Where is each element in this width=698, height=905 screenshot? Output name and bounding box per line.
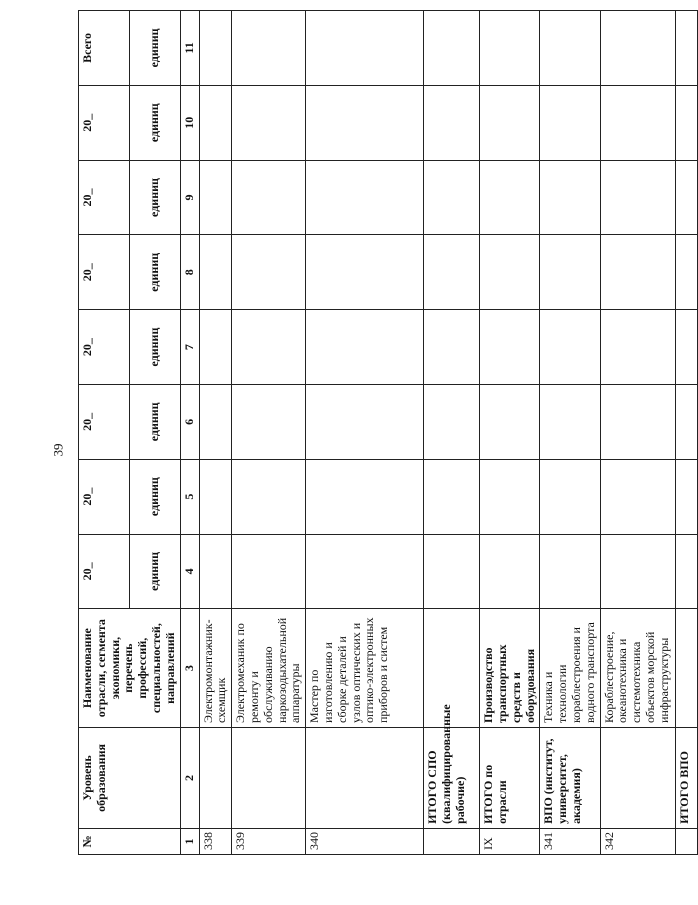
page-number: 39 [50,443,66,457]
row-level [306,728,424,829]
value-cell [675,235,697,310]
row-name: Техника и технологии кораблестроения и водного транспорта [540,609,600,728]
table-row [306,11,424,855]
table-row [424,11,480,855]
value-cell [600,534,675,609]
value-cell [675,85,697,160]
column-number: 3 [180,609,199,728]
value-cell [600,85,675,160]
value-cell [675,160,697,235]
column-number: 4 [180,534,199,609]
value-cell [424,534,480,609]
row-name: Электромонтажник-схемщик [199,609,232,728]
table-row [540,11,600,855]
row-number: 338 [199,828,232,854]
header-unit: единиц [129,534,180,609]
column-number: 6 [180,384,199,459]
column-number: 9 [180,160,199,235]
header-unit: единиц [129,459,180,534]
value-cell [480,459,540,534]
value-cell [480,235,540,310]
column-number: 11 [180,11,199,86]
value-cell [232,310,306,385]
value-cell [306,310,424,385]
header-year: 20_ [79,310,130,385]
value-cell [424,11,480,86]
value-cell [232,459,306,534]
value-cell [600,384,675,459]
column-number: 1 [180,828,199,854]
value-cell [540,310,600,385]
column-number: 8 [180,235,199,310]
value-cell [424,235,480,310]
header-level: Уровень образования [79,728,181,829]
value-cell [480,534,540,609]
value-cell [306,160,424,235]
education-table [78,10,698,855]
column-number: 5 [180,459,199,534]
column-number-row [180,11,199,855]
row-name [675,609,697,728]
value-cell [424,160,480,235]
row-level [232,728,306,829]
value-cell [199,11,232,86]
row-level: ИТОГО ВПО [675,728,697,829]
value-cell [424,384,480,459]
header-year: 20_ [79,534,130,609]
header-total: Всего [79,11,130,86]
table-row [480,11,540,855]
table-row [199,11,232,855]
header-unit: единиц [129,85,180,160]
value-cell [232,534,306,609]
value-cell [675,459,697,534]
row-level [199,728,232,829]
column-number: 2 [180,728,199,829]
value-cell [675,384,697,459]
value-cell [306,534,424,609]
value-cell [540,534,600,609]
value-cell [199,310,232,385]
value-cell [540,459,600,534]
value-cell [306,85,424,160]
row-level: ИТОГО СПО (квалифицированные рабочие) [424,728,480,829]
row-number [675,828,697,854]
row-level: ИТОГО по отрасли [480,728,540,829]
header-name: Наименование отрасли, сегмента экономики, перечень профессий, специальностей, направлений [79,609,181,728]
header-year: 20_ [79,235,130,310]
header-unit: единиц [129,11,180,86]
row-number: IX [480,828,540,854]
value-cell [540,160,600,235]
header-year: 20_ [79,160,130,235]
value-cell [306,11,424,86]
row-level [600,728,675,829]
value-cell [675,534,697,609]
header-unit: единиц [129,384,180,459]
header-year: 20_ [79,459,130,534]
row-name: Кораблестроение, океанотехника и системотехника объектов морской инфраструктуры [600,609,675,728]
table-row [600,11,675,855]
value-cell [675,11,697,86]
row-number: 339 [232,828,306,854]
value-cell [540,235,600,310]
row-number: 340 [306,828,424,854]
column-number: 10 [180,85,199,160]
table-container [78,10,691,855]
value-cell [424,459,480,534]
header-year: 20_ [79,384,130,459]
row-number: 341 [540,828,600,854]
value-cell [232,85,306,160]
value-cell [600,160,675,235]
value-cell [232,160,306,235]
header-unit: единиц [129,160,180,235]
value-cell [199,534,232,609]
row-number: 342 [600,828,675,854]
row-name: Производство транспортных средств и оборудования [480,609,540,728]
value-cell [600,310,675,385]
value-cell [540,85,600,160]
value-cell [232,235,306,310]
value-cell [480,384,540,459]
value-cell [480,160,540,235]
row-name: Электромеханик по ремонту и обслуживанию наркозодыхательной аппаратуры [232,609,306,728]
row-number [424,828,480,854]
value-cell [675,310,697,385]
value-cell [600,235,675,310]
value-cell [540,11,600,86]
value-cell [480,85,540,160]
table-row [675,11,697,855]
row-name: Мастер по изготовлению и сборке деталей и узлов оптических и оптико-электронных приборов и систем [306,609,424,728]
value-cell [600,11,675,86]
value-cell [232,11,306,86]
value-cell [232,384,306,459]
value-cell [199,384,232,459]
header-unit: единиц [129,235,180,310]
value-cell [480,310,540,385]
value-cell [480,11,540,86]
header-unit: единиц [129,310,180,385]
row-level: ВПО (институт, университет, академия) [540,728,600,829]
value-cell [540,384,600,459]
value-cell [199,85,232,160]
value-cell [306,459,424,534]
value-cell [306,384,424,459]
value-cell [199,160,232,235]
value-cell [600,459,675,534]
value-cell [199,459,232,534]
value-cell [199,235,232,310]
value-cell [424,85,480,160]
value-cell [424,310,480,385]
table-row [232,11,306,855]
column-number: 7 [180,310,199,385]
header-num: № [79,828,181,854]
value-cell [306,235,424,310]
header-year: 20_ [79,85,130,160]
